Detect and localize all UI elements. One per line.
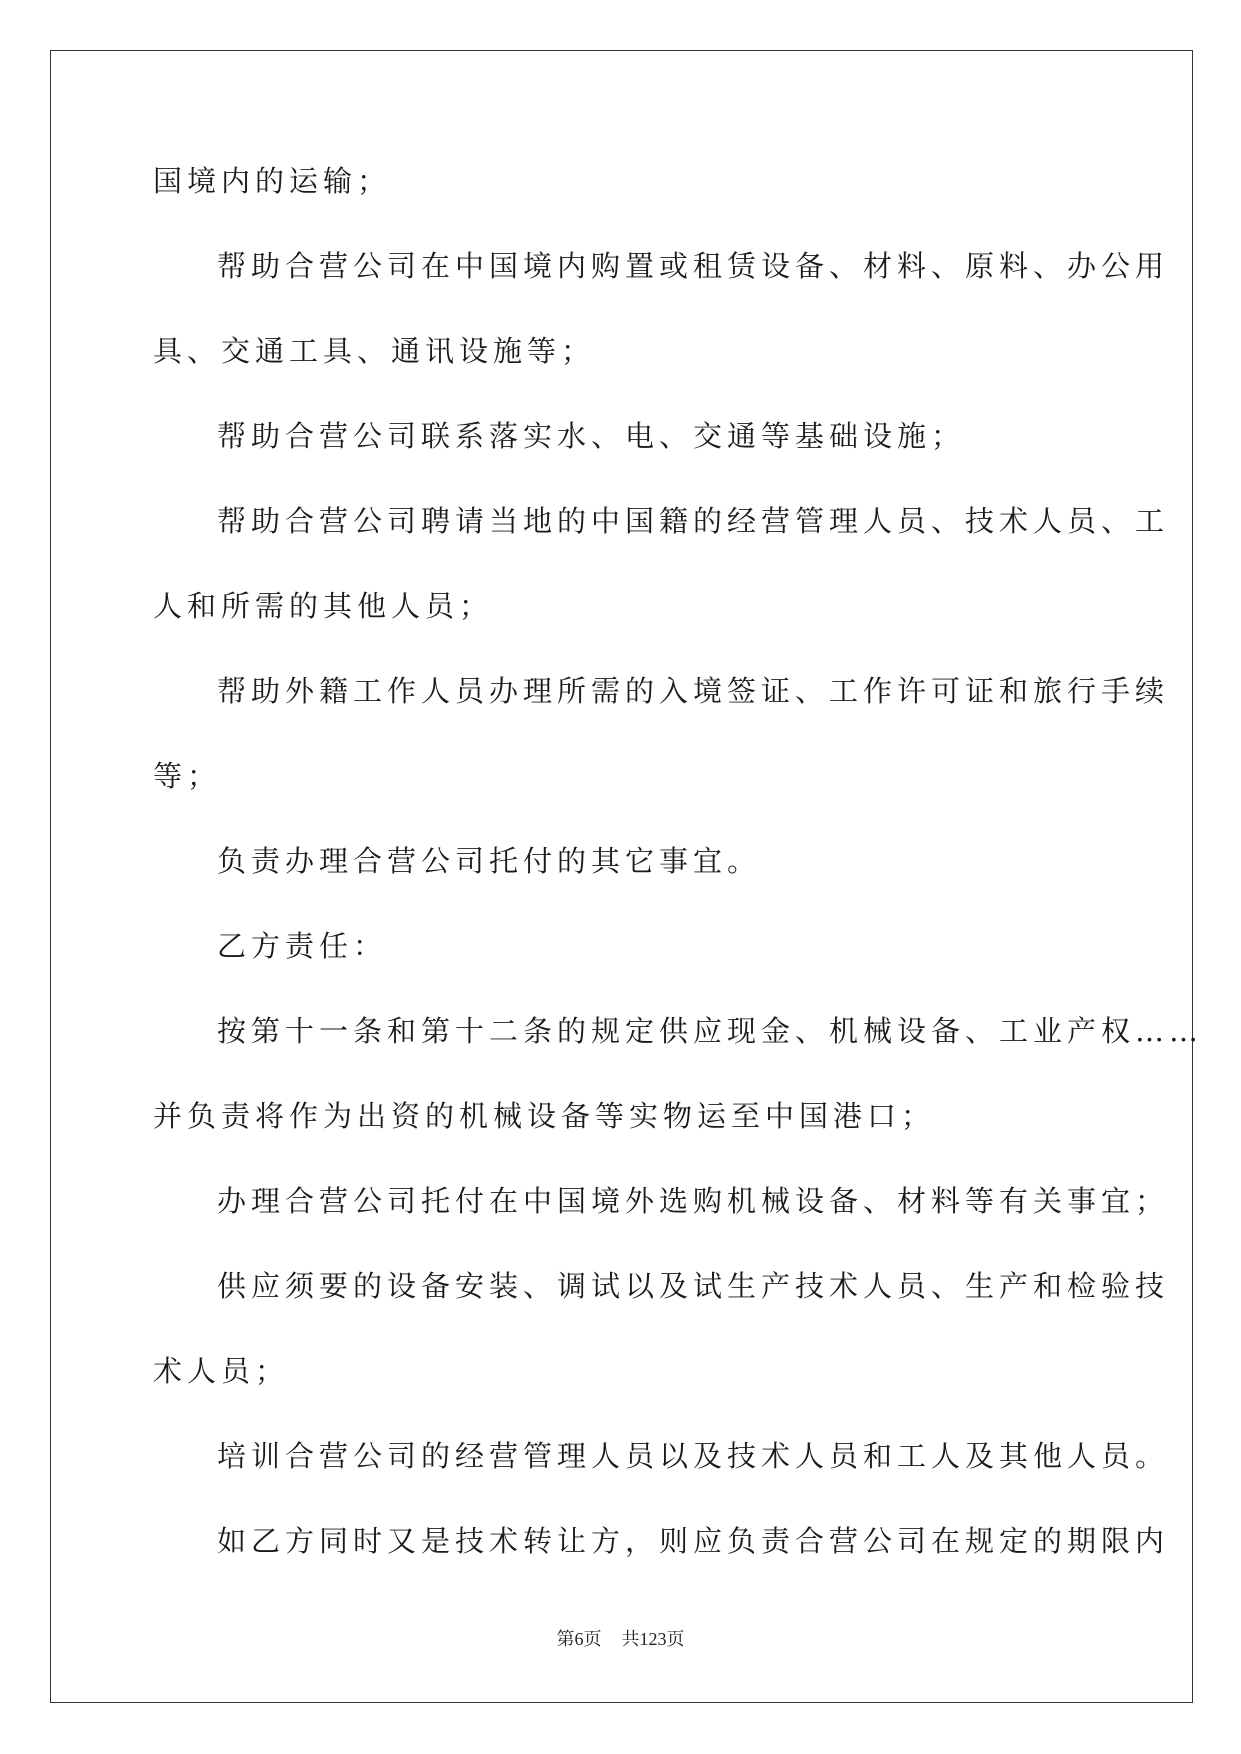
total-page-count: 123 <box>639 1629 667 1649</box>
total-label-suffix: 页 <box>666 1629 685 1650</box>
paragraph <box>153 931 1093 961</box>
paragraph <box>153 1439 1170 1473</box>
paragraph <box>153 1524 1170 1558</box>
text-line: 供应须要的设备安装、调试以及试生产技术人员、生产和检验技 <box>217 1269 1170 1303</box>
text-line: 帮助合营公司在中国境内购置或租赁设备、材料、原料、办公用 <box>217 249 1170 283</box>
text-line: 等； <box>153 759 222 793</box>
paragraph <box>153 1014 1204 1133</box>
text-line: 帮助外籍工作人员办理所需的入境签证、工作许可证和旅行手续 <box>217 674 1170 708</box>
text-line: 并负责将作为出资的机械设备等实物运至中国港口； <box>153 1099 936 1133</box>
paragraph <box>153 421 1093 451</box>
paragraph <box>153 674 1170 793</box>
paragraph <box>153 846 1093 876</box>
current-page-number: 6 <box>574 1629 584 1649</box>
paragraph <box>153 504 1170 623</box>
text-line: 按第十一条和第十二条的规定供应现金、机械设备、工业产权…… <box>217 1014 1204 1048</box>
text-line: 负责办理合营公司托付的其它事宜。 <box>217 844 762 878</box>
text-line: 帮助合营公司联系落实水、电、交通等基础设施； <box>217 419 966 453</box>
text-line: 具、交通工具、通讯设施等； <box>153 334 596 368</box>
paragraph <box>153 1184 1170 1218</box>
page-label-prefix: 第 <box>556 1629 575 1650</box>
text-line: 术人员； <box>153 1354 290 1388</box>
paragraph <box>153 166 1093 196</box>
total-label-prefix: 共 <box>621 1629 640 1650</box>
text-line: 如乙方同时又是技术转让方，则应负责合营公司在规定的期限内 <box>217 1524 1170 1558</box>
page-footer <box>0 1628 1241 1651</box>
text-line: 乙方责任： <box>217 929 388 963</box>
text-line: 帮助合营公司聘请当地的中国籍的经营管理人员、技术人员、工 <box>217 504 1170 538</box>
paragraph <box>153 1269 1170 1388</box>
document-body <box>153 164 1204 1611</box>
paragraph <box>153 249 1170 368</box>
page-label-suffix: 页 <box>583 1629 602 1650</box>
text-line: 人和所需的其他人员； <box>153 589 494 623</box>
text-line: 办理合营公司托付在中国境外选购机械设备、材料等有关事宜； <box>217 1184 1170 1218</box>
text-line: 培训合营公司的经营管理人员以及技术人员和工人及其他人员。 <box>217 1439 1170 1473</box>
text-line: 国境内的运输； <box>153 164 392 198</box>
